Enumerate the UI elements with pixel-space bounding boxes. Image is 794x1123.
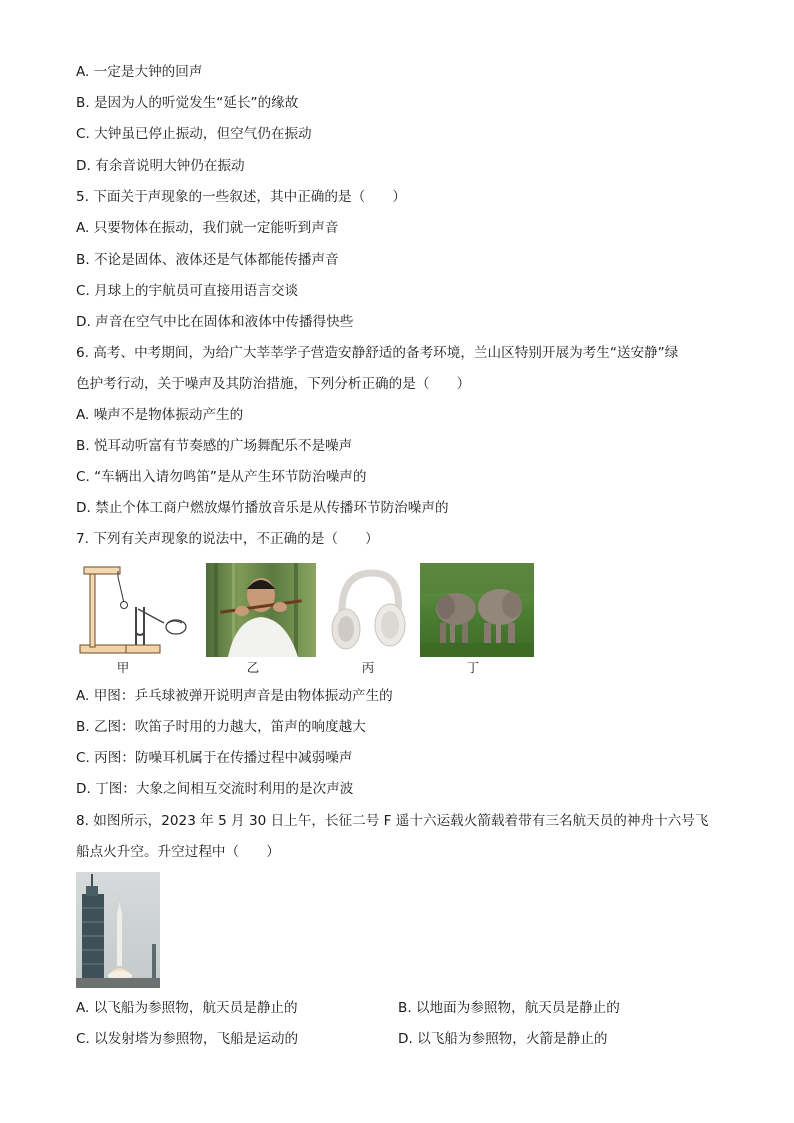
figure-caption-ding: 丁 — [466, 660, 480, 675]
figure-caption-bing: 丙 — [361, 660, 375, 675]
q8-stem-line1: 8. 如图所示，2023 年 5 月 30 日上午，长征二号 F 遥十六运载火箭载着带有三名航天员的神舟十六号飞 — [76, 813, 709, 829]
q6-option-d: D. 禁止个体工商户燃放爆竹播放音乐是从传播环节防治噪声的 — [76, 500, 449, 516]
q4-option-a: A. 一定是大钟的回声 — [76, 64, 203, 80]
q4-option-b: B. 是因为人的听觉发生“延长”的缘故 — [76, 95, 299, 111]
q6-option-a: A. 噪声不是物体振动产生的 — [76, 407, 244, 423]
q7-option-a: A. 甲图：乒乓球被弹开说明声音是由物体振动产生的 — [76, 688, 393, 704]
q7-stem: 7. 下列有关声现象的说法中，不正确的是（ ） — [76, 531, 379, 547]
q6-option-c: C. “车辆出入请勿鸣笛”是从产生环节防治噪声的 — [76, 469, 367, 485]
q6-option-b: B. 悦耳动听富有节奏感的广场舞配乐不是噪声 — [76, 438, 353, 454]
figure-rocket-launch — [76, 872, 160, 988]
figure-caption-yi: 乙 — [246, 660, 260, 675]
q6-stem-line2: 色护考行动，关于噪声及其防治措施，下列分析正确的是（ ） — [76, 376, 471, 392]
q5-option-d: D. 声音在空气中比在固体和液体中传播得快些 — [76, 314, 354, 330]
figure-bing-headphones — [326, 563, 412, 657]
q5-stem: 5. 下面关于声现象的一些叙述，其中正确的是（ ） — [76, 189, 406, 205]
figure-jia-tuning-fork — [78, 563, 196, 657]
q4-option-d: D. 有余音说明大钟仍在振动 — [76, 158, 245, 174]
q5-option-c: C. 月球上的宇航员可直接用语言交谈 — [76, 283, 299, 299]
q5-option-b: B. 不论是固体、液体还是气体都能传播声音 — [76, 252, 339, 268]
q5-option-a: A. 只要物体在振动，我们就一定能听到声音 — [76, 220, 339, 236]
q8-stem-line2: 船点火升空。升空过程中（ ） — [76, 844, 280, 860]
figure-yi-flute-player — [206, 563, 316, 657]
q6-stem-line1: 6. 高考、中考期间，为给广大莘莘学子营造安静舒适的备考环境，兰山区特别开展为考生“送安静”绿 — [76, 345, 679, 361]
q7-option-b: B. 乙图：吹笛子时用的力越大，笛声的响度越大 — [76, 719, 366, 735]
figure-ding-elephants — [420, 563, 534, 657]
q8-option-b: B. 以地面为参照物，航天员是静止的 — [398, 1000, 620, 1016]
q8-option-a: A. 以飞船为参照物，航天员是静止的 — [76, 1000, 298, 1016]
figure-caption-jia: 甲 — [116, 660, 130, 675]
q7-option-c: C. 丙图：防噪耳机属于在传播过程中减弱噪声 — [76, 750, 353, 766]
q7-option-d: D. 丁图：大象之间相互交流时利用的是次声波 — [76, 781, 354, 797]
q4-option-c: C. 大钟虽已停止振动，但空气仍在振动 — [76, 126, 312, 142]
q8-option-d: D. 以飞船为参照物，火箭是静止的 — [398, 1031, 608, 1047]
q8-option-c: C. 以发射塔为参照物，飞船是运动的 — [76, 1031, 299, 1047]
